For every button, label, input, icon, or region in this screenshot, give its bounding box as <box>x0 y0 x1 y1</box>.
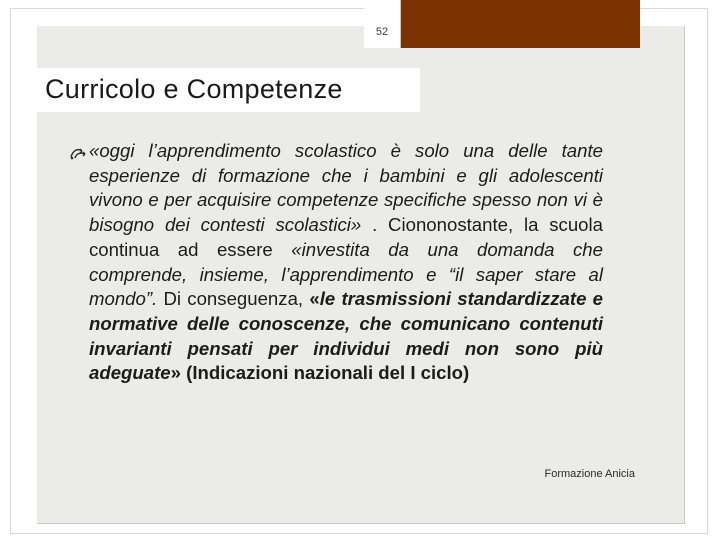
body-paragraph <box>89 139 603 386</box>
open-guillemet: « <box>309 288 320 310</box>
page-number-box <box>364 0 401 48</box>
page-number: 52 <box>375 26 389 38</box>
ornate-bullet-icon <box>70 146 88 160</box>
slide-title: Curricolo e Competenze <box>45 74 343 104</box>
body-text-2: Di conseguenza, <box>157 288 310 310</box>
body-text-1: . Ciononostante, la scuola continua ad essere <box>89 214 603 260</box>
close-guillemet: » <box>170 362 181 384</box>
quote-oggi: «oggi l’apprendimento scolastico è solo una delle tante esperienze di formazione che i bambini e gli adolescenti vivono e per acquisire competenze specifiche spesso non vi è bisogno dei contesti scolastici» <box>89 140 603 236</box>
source-citation: (Indicazioni nazionali del I ciclo) <box>180 362 470 384</box>
footer-text: Formazione Anicia <box>544 468 635 480</box>
quote-trasmissioni: le trasmissioni standardizzate e normative delle conoscenze, che comunicano contenuti invarianti pensati per individui medi non sono più adeguate <box>89 288 604 384</box>
header-accent-bar <box>364 0 640 48</box>
quote-investita: «investita da una domanda che comprende, insieme, l’apprendimento e “il saper stare al mondo”. <box>89 238 603 310</box>
